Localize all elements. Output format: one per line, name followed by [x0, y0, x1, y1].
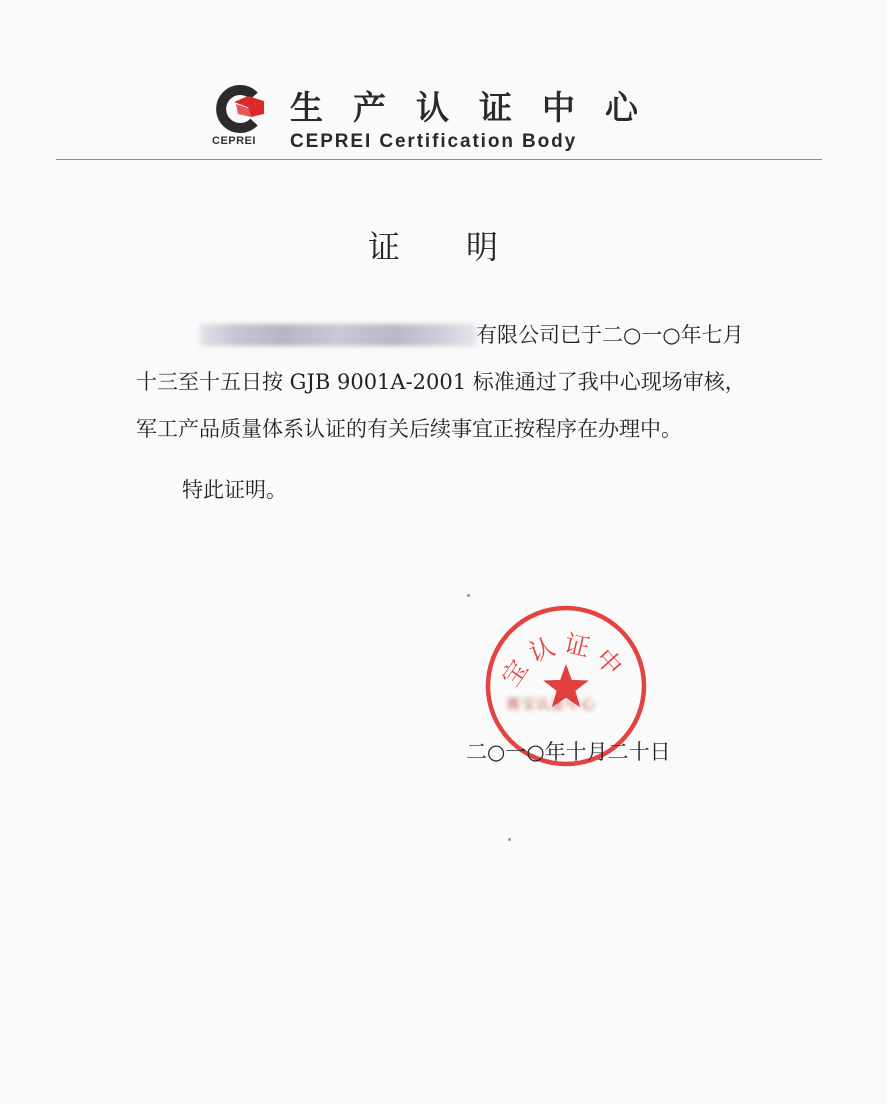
seal-arc-text: 宝认证中	[495, 628, 633, 692]
scan-speck	[467, 594, 470, 597]
seal-inner-text: 赛宝认证中心	[506, 697, 596, 712]
body-paragraph-2: 特此证明。	[182, 478, 287, 502]
document-title: 证明	[368, 228, 565, 266]
logo-abbreviation: CEPREI	[212, 135, 256, 147]
org-name-chinese: 生产认证中心	[290, 88, 668, 127]
header-divider	[56, 159, 822, 160]
body-paragraph-1	[136, 312, 748, 453]
scan-speck	[508, 838, 511, 841]
paragraph-1-text: 有限公司已于二○一○年七月十三至十五日按 GJB 9001A-2001 标准通过了我中心现场审核，军工产品质量体系认证的有关后续事宜正按程序在办理中。	[136, 323, 746, 441]
document-body	[136, 312, 748, 514]
org-name-english: CEPREI Certification Body	[290, 131, 578, 152]
ceprei-logo-icon	[214, 84, 270, 134]
letterhead	[0, 0, 887, 170]
redacted-company-name	[200, 324, 476, 346]
issue-date: 二○一○年十月二十日	[466, 740, 671, 764]
